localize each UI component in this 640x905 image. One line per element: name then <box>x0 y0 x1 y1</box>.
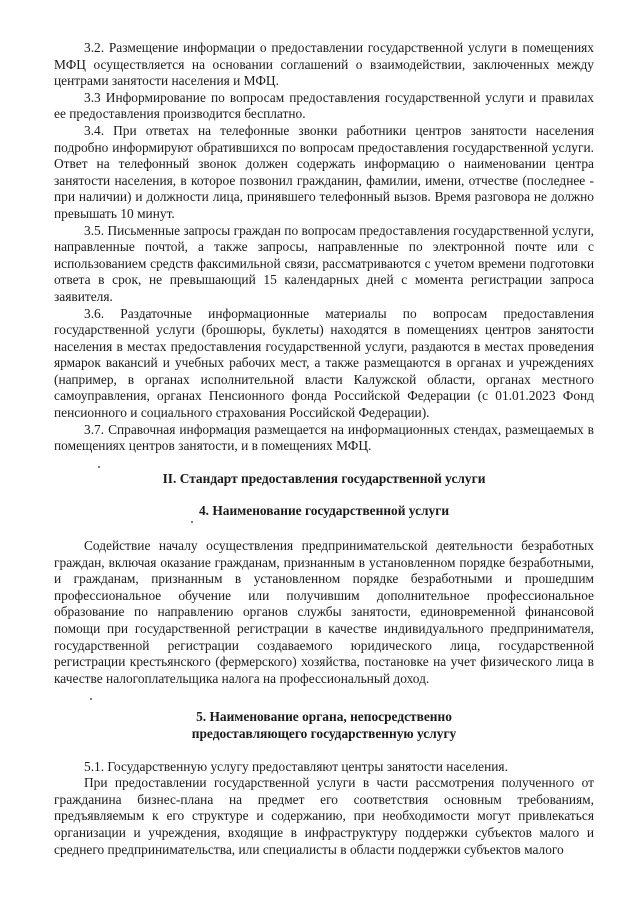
paragraph-3-2: 3.2. Размещение информации о предоставлении государственной услуги в помещениях МФЦ осуществляется на основании соглашений о взаимодействии, заключенных между центрами занятости населения и МФЦ. <box>54 40 594 89</box>
subsection-4-title: 4. Наименование государственной услуги <box>198 503 450 519</box>
section-title: II. Стандарт предоставления государственной услуги <box>162 470 486 486</box>
paragraph-3-5: 3.5. Письменные запросы граждан по вопросам предоставления государственной услуги, направленные почтой, а также запросы, направленные по электронной почте или с использованием средств факсимильной связи, рассматриваются с учетом времени подготовки ответа в срок, не превышающий 15 календарных дней с момента регистрации запроса заявителя. <box>54 222 594 304</box>
paragraph-5-1: 5.1. Государственную услугу предоставляют центры занятости населения. <box>84 758 508 774</box>
paragraph-3-3: 3.3 Информирование по вопросам предоставления государственной услуги и правилах ее предоставления производится бесплатно. <box>54 89 594 122</box>
subsection-5-title <box>54 709 594 742</box>
subsection-5-title-line2: предоставляющего государственную услугу <box>191 725 457 741</box>
subsection-4-text: Содействие началу осуществления предпринимательской деятельности безработных граждан, включая оказание гражданам, признанным в установленном порядке безработными, и гражданам, признанным в установленном порядке безработными и прошедшим профессиональное обучение или получившим дополнительное профессиональное образование по направлению органов службы занятости, единовременной финансовой помощи при государственной регистрации в качестве индивидуального предпринимателя, государственной регистрации создаваемого юридического лица, государственной регистрации крестьянского (фермерского) хозяйства, постановке на учет физического лица в качестве налогоплательщика налога на профессиональный доход. <box>54 538 594 686</box>
scan-speck <box>191 521 193 523</box>
paragraph-5-1-continued: При предоставлении государственной услуги в части рассмотрения полученного от гражданина бизнес-плана на предмет его соответствия основным требованиям, предъявляемым к его структуре и содержанию, при необходимости могут привлекаться организации и учреждения, входящие в инфраструктуру поддержки субъектов малого и среднего предпринимательства, или специалисты в области поддержки субъектов малого <box>54 775 594 857</box>
paragraph-3-6: 3.6. Раздаточные информационные материалы по вопросам предоставления государственной услуги (брошюры, буклеты) находятся в помещениях центров занятости населения в местах предоставления государственной услуги, раздаются в местах проведения ярмарок вакансий и учебных рабочих мест, а также размещаются в органах и учреждениях (например, в органах исполнительной власти Калужской области, органах местного самоуправления, органах Пенсионного фонда Российской Федерации (с 01.01.2023 Фонд пенсионного и социального страхования Российской Федерации). <box>54 305 594 421</box>
subsection-5-title-line1: 5. Наименование органа, непосредственно <box>196 709 452 725</box>
scan-speck <box>90 698 92 700</box>
paragraph-3-4: 3.4. При ответах на телефонные звонки работники центров занятости населения подробно информируют обратившихся по вопросам предоставления государственной услуги. Ответ на телефонный звонок должен содержать информацию о наименовании центра занятости населения, в которое позвонил гражданин, фамилии, имени, отчестве (последнее - при наличии) и должности лица, принявшего телефонный вызов. Время разговора не должно превышать 10 минут. <box>54 122 594 221</box>
scan-speck <box>98 466 100 468</box>
paragraph-3-7: 3.7. Справочная информация размещается на информационных стендах, размещаемых в помещениях центров занятости, и в помещениях МФЦ. <box>54 421 594 454</box>
